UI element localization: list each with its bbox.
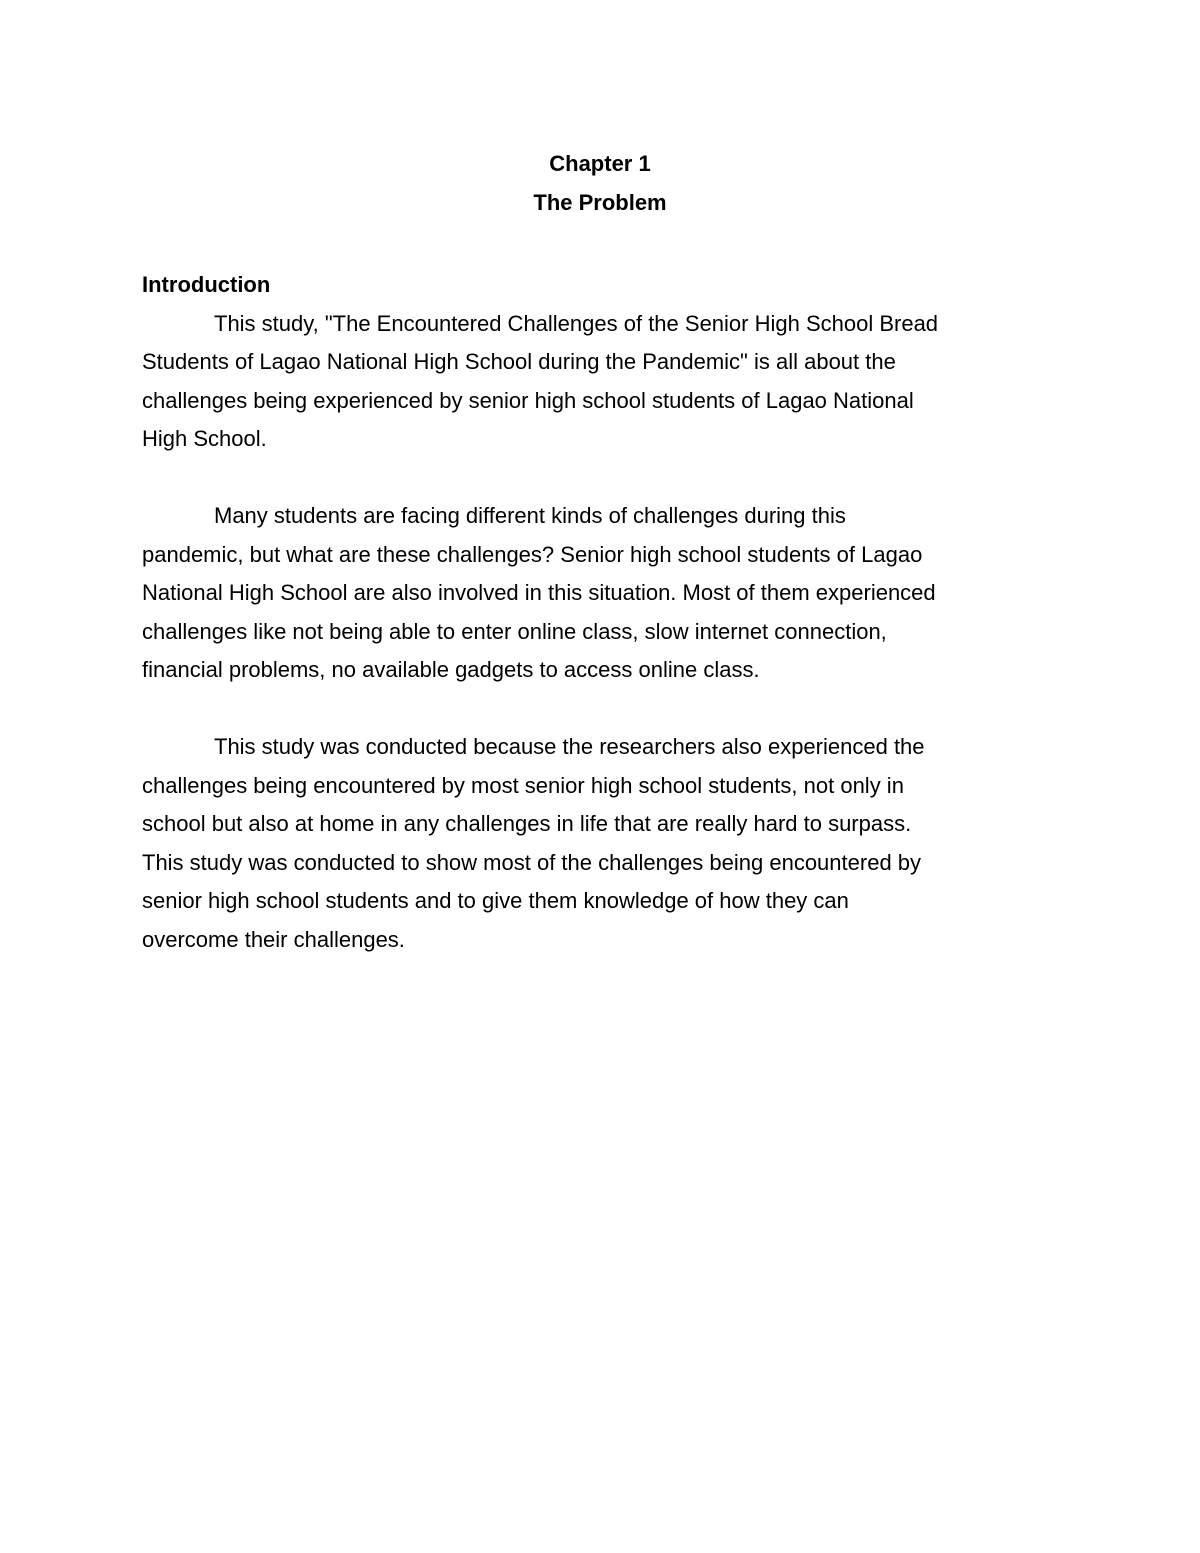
paragraph: This study, "The Encountered Challenges of the Senior High School Bread Students of Lagao National High School during the Pandemic" is all about the challenges being experienced by senior high school students of Lagao National High School. bbox=[142, 310, 939, 451]
chapter-heading bbox=[0, 144, 1200, 222]
document-body bbox=[142, 266, 1062, 959]
paragraph: Many students are facing different kinds of challenges during this pandemic, but what are these challenges? Senior high school students of Lagao National High School are also involved in this situation. Most of them experienced challenges like not being able to enter online class, slow internet connection, financial problems, no available gadgets to access online class. bbox=[142, 503, 936, 682]
section-heading: Introduction bbox=[142, 272, 271, 297]
chapter-title: The Problem bbox=[533, 190, 667, 215]
chapter-number: Chapter 1 bbox=[549, 151, 651, 176]
paragraph: This study was conducted because the researchers also experienced the challenges being encountered by most senior high school students, not only in school but also at home in any challenges in life that are really hard to surpass. This study was conducted to show most of the challenges being encountered by senior high school students and to give them knowledge of how they can overcome their challenges. bbox=[142, 734, 925, 952]
